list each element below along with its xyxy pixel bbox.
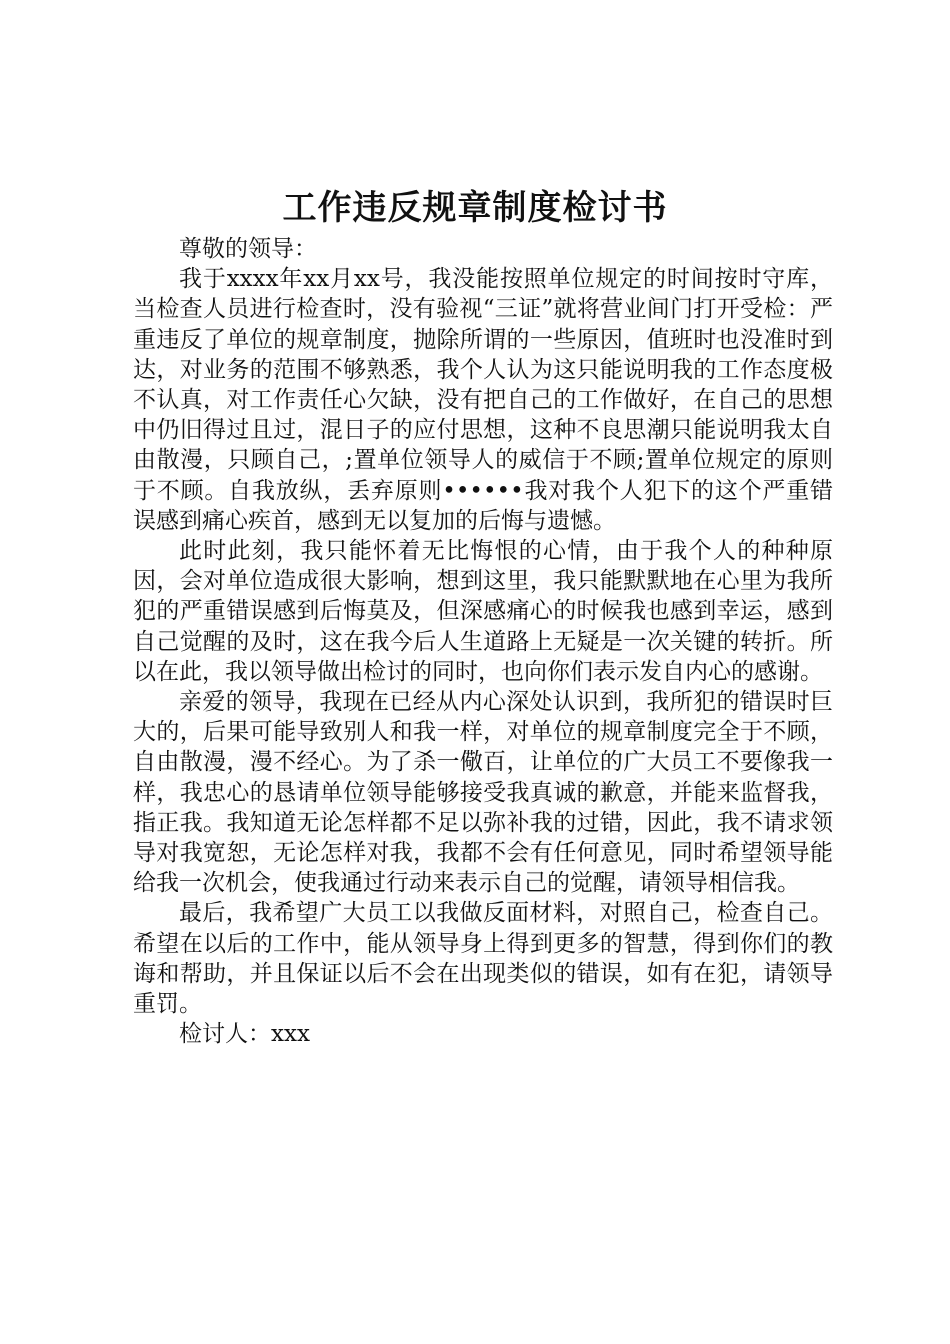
paragraph-4: 最后，我希望广大员工以我做反面材料，对照自己，检查自己。希望在以后的工作中，能从领导身上得到更多的智慧，得到你们的教诲和帮助，并且保证以后不会在出现类似的错误，如有在犯，请领导重罚。 [133,900,833,1018]
paragraph-2: 此时此刻，我只能怀着无比悔恨的心情，由于我个人的种种原因，会对单位造成很大影响，想到这里，我只能默默地在心里为我所犯的严重错误感到后悔莫及，但深感痛心的时候我也感到幸运，感到自己觉醒的及时，这在我今后人生道路上无疑是一次关键的转折。所以在此，我以领导做出检讨的同时，也向你们表示发自内心的感谢。 [133,538,833,685]
greeting: 尊敬的领导： [179,236,317,262]
paragraph-1: 我于xxxx年xx月xx号，我没能按照单位规定的时间按时守库，当检查人员进行检查时，没有验视“三证”就将营业间门打开受检：严重违反了单位的规章制度，抛除所谓的一些原因，值班时也没准时到达，对业务的范围不够熟悉，我个人认为这只能说明我的工作态度极不认真，对工作责任心欠缺，没有把自己的工作做好，在自己的思想中仍旧得过且过，混日子的应付思想，这种不良思潮只能说明我太自由散漫，只顾自己，;置单位领导人的威信于不顾;置单位规定的原则于不顾。自我放纵，丢弃原则••••••我对我个人犯下的这个严重错误感到痛心疾首，感到无以复加的后悔与遗憾。 [133,266,833,534]
paragraph-3: 亲爱的领导，我现在已经从内心深处认识到，我所犯的错误时巨大的，后果可能导致别人和我一样，对单位的规章制度完全于不顾，自由散漫，漫不经心。为了杀一儆百，让单位的广大员工不要像我一样，我忠心的恳请单位领导能够接受我真诚的歉意，并能来监督我，指正我。我知道无论怎样都不足以弥补我的过错，因此，我不请求领导对我宽恕，无论怎样对我，我都不会有任何意见，同时希望领导能给我一次机会，使我通过行动来表示自己的觉醒，请领导相信我。 [133,689,833,897]
signature: 检讨人：xxx [179,1021,310,1048]
document-title: 工作违反规章制度检讨书 [282,188,668,228]
document-body [133,234,833,1049]
